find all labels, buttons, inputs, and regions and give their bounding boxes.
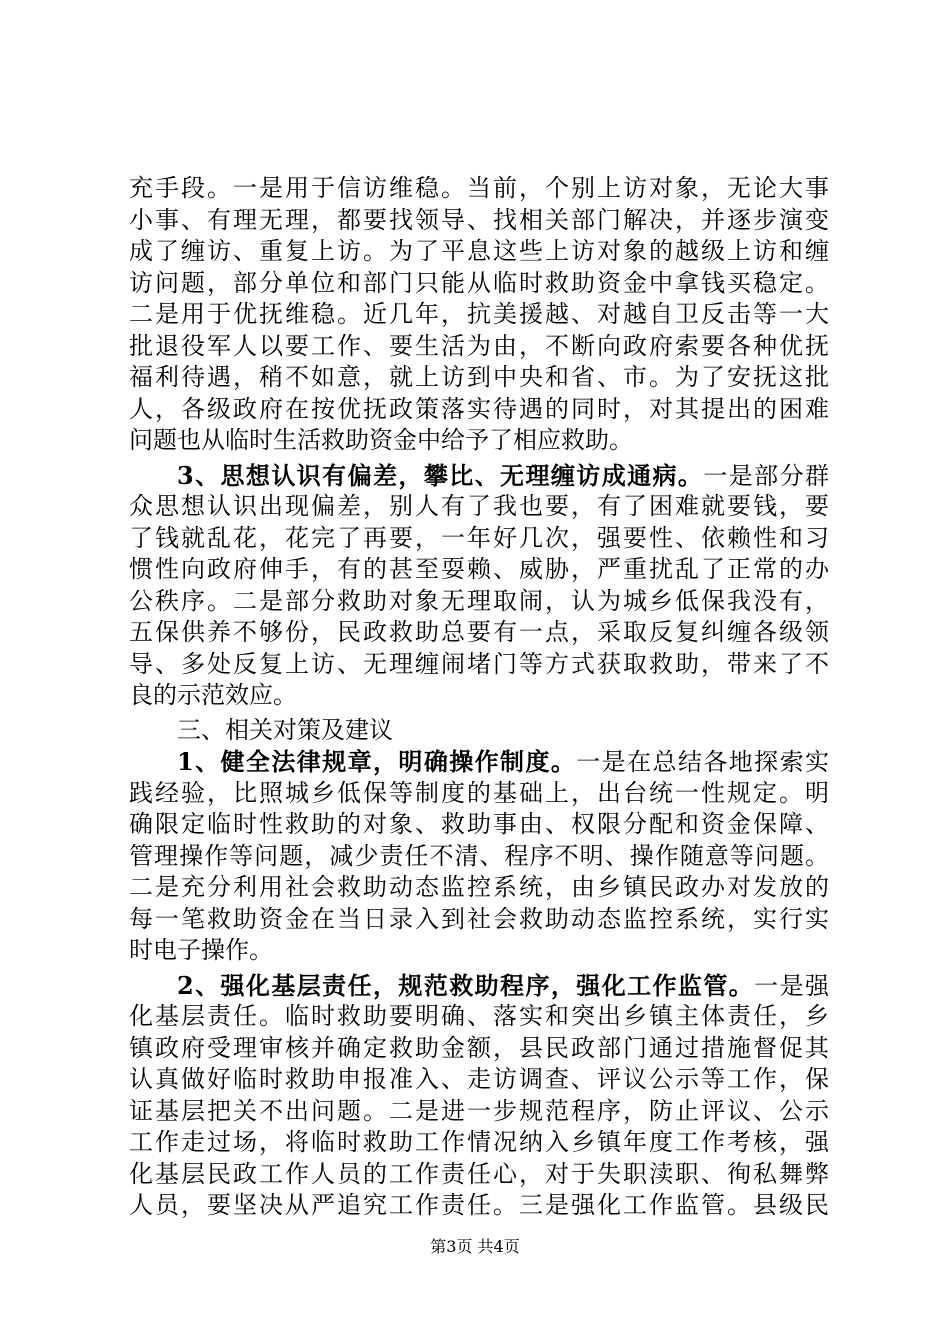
text-line: 问题也从临时生活救助资金中给予了相应救助。 (129, 426, 633, 454)
document-body (129, 173, 829, 1222)
text-line: 五保供养不够份，民政救助总要有一点，采取反复纠缠各级领 (129, 618, 829, 646)
text-line: 化基层民政工作人员的工作责任心，对于失职渎职、徇私舞弊 (129, 1159, 829, 1188)
paragraph-first-line (129, 460, 829, 492)
text-line: 良的示范效应。 (129, 681, 297, 709)
page-number-footer: 第3页 共4页 (430, 1237, 520, 1256)
text-line: 每一笔救助资金在当日录入到社会救助动态监控系统，实行实 (129, 904, 829, 933)
text-run: 一是部分群 (703, 461, 829, 490)
text-run: 一是强 (754, 971, 829, 1000)
text-line: 化基层责任。临时救助要明确、落实和突出乡镇主体责任，乡 (129, 1002, 829, 1030)
bold-heading: 1、健全法律规章，明确操作制度。 (177, 747, 577, 776)
text-line: 充手段。一是用于信访维稳。当前，个别上访对象，无论大事 (129, 174, 829, 202)
section-heading: 三、相关对策及建议 (177, 715, 393, 744)
text-line: 管理操作等问题，减少责任不清、程序不明、操作随意等问题。 (129, 841, 829, 870)
text-line: 成了缠访、重复上访。为了平息这些上访对象的越级上访和缠 (129, 237, 829, 265)
text-line: 惯性向政府伸手，有的甚至耍赖、威胁，严重扰乱了正常的办 (129, 555, 829, 583)
text-line: 镇政府受理审核并确定救助金额，县民政部门通过措施督促其 (129, 1033, 829, 1062)
text-line: 二是充分利用社会救助动态监控系统，由乡镇民政办对发放的 (129, 873, 829, 901)
text-line: 证基层把关不出问题。二是进一步规范程序，防止评议、公示 (129, 1096, 829, 1125)
paragraph-first-line (129, 746, 829, 778)
text-line: 认真做好临时救助申报准入、走访调查、评议公示等工作，保 (129, 1065, 829, 1093)
text-run: 一是在总结各地探索实 (576, 748, 829, 776)
text-line: 批退役军人以要工作、要生活为由，不断向政府索要各种优抚 (129, 331, 829, 360)
text-line: 人，各级政府在按优抚政策落实待遇的同时，对其提出的困难 (129, 394, 829, 423)
bold-heading: 2、强化基层责任，规范救助程序，强化工作监管。 (177, 970, 755, 1000)
text-line: 了钱就乱花，花完了再要，一年好几次，强要性、依赖性和习 (129, 523, 829, 552)
text-line: 福利待遇，稍不如意，就上访到中央和省、市。为了安抚这批 (129, 363, 829, 391)
text-line: 小事、有理无理，都要找领导、找相关部门解决，并逐步演变 (129, 205, 829, 234)
text-line: 时电子操作。 (129, 936, 273, 964)
text-line: 二是用于优抚维稳。近几年，抗美援越、对越自卫反击等一大 (129, 300, 829, 328)
text-line: 工作走过场，将临时救助工作情况纳入乡镇年度工作考核，强 (129, 1128, 829, 1156)
bold-heading: 3、思想认识有偏差，攀比、无理缠访成通病。 (177, 460, 704, 490)
text-line: 人员，要坚决从严追究工作责任。三是强化工作监管。县级民 (129, 1191, 829, 1219)
text-line: 公秩序。二是部分救助对象无理取闹，认为城乡低保我没有， (129, 586, 829, 615)
paragraph-first-line (129, 970, 829, 1002)
text-line: 访问题，部分单位和部门只能从临时救助资金中拿钱买稳定。 (129, 268, 829, 297)
text-line: 践经验，比照城乡低保等制度的基础上，出台统一性规定。明 (129, 778, 829, 807)
text-line: 确限定临时性救助的对象、救助事由、权限分配和资金保障、 (129, 810, 829, 838)
text-line: 众思想认识出现偏差，别人有了我也要，有了困难就要钱，要 (129, 492, 829, 520)
text-line: 导、多处反复上访、无理缠闹堵门等方式获取救助，带来了不 (129, 649, 829, 678)
